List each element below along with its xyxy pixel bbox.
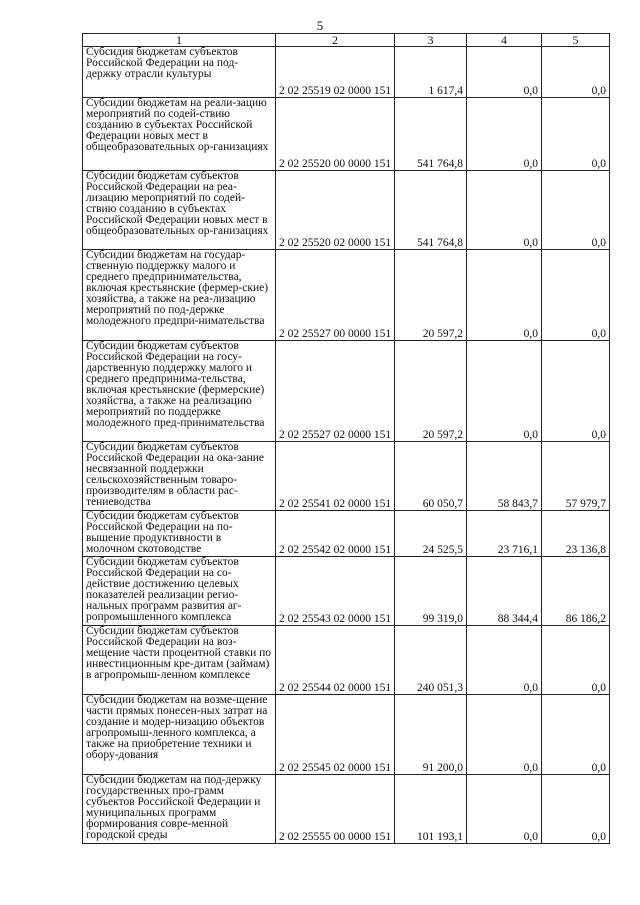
row-budget-code: 2 02 25527 00 0000 151 [276, 250, 395, 341]
row-description: Субсидии бюджетам субъектов Российской Федерации на ока-зание несвязанной поддержки сельскохозяйственным товаро-производителям в области рас-тениеводства [83, 442, 276, 511]
table-row [83, 626, 610, 695]
row-description: Субсидии бюджетам субъектов Российской Федерации на госу-дарственную поддержку малого и среднего предпринима-тельства, включая крестьянские (фермерские) хозяйства, а также на реализацию мероприятий по поддержке молодежного пред-принимательства [83, 341, 276, 442]
table-row [83, 442, 610, 511]
row-description: Субсидии бюджетам на реали-зацию мероприятий по содей-ствию созданию в субъектах Российской Федерации новых мест в общеобразовательных ор-ганизациях [83, 98, 276, 171]
row-value-col3: 240 051,3 [395, 626, 467, 695]
row-value-col3: 91 200,0 [395, 695, 467, 775]
row-description: Субсидии бюджетам субъектов Российской Федерации на по-вышение продуктивности в молочном скотоводстве [83, 511, 276, 557]
table-row [83, 250, 610, 341]
row-value-col4: 0,0 [467, 171, 542, 250]
row-budget-code: 2 02 25543 02 0000 151 [276, 557, 395, 626]
row-value-col4: 0,0 [467, 341, 542, 442]
row-value-col3: 541 764,8 [395, 98, 467, 171]
row-description: Субсидии бюджетам субъектов Российской Федерации на воз-мещение части процентной ставки по инвестиционным кре-дитам (займам) в агропромыш-ленном комплексе [83, 626, 276, 695]
row-description: Субсидии бюджетам на под-держку государственных про-грамм субъектов Российской Федерации и муниципальных программ формирования совре-менной городской среды [83, 775, 276, 844]
table-row [83, 695, 610, 775]
row-value-col5: 0,0 [542, 626, 610, 695]
row-budget-code: 2 02 25541 02 0000 151 [276, 442, 395, 511]
row-description: Субсидии бюджетам на возме-щение части прямых понесен-ных затрат на создание и модер-низацию объектов агропромыш-ленного комплекса, а также на приобретение техники и обору-дования [83, 695, 276, 775]
row-value-col4: 58 843,7 [467, 442, 542, 511]
row-value-col3: 541 764,8 [395, 171, 467, 250]
column-header-4: 4 [467, 34, 542, 47]
row-description: Субсидии бюджетам на государ-ственную поддержку малого и среднего предпринимательства, включая крестьянские (фермер-ские) хозяйства, а также на реа-лизацию мероприятий по под-держке молодежного предпри-нимательства [83, 250, 276, 341]
row-value-col5: 23 136,8 [542, 511, 610, 557]
row-value-col4: 0,0 [467, 98, 542, 171]
table-row [83, 98, 610, 171]
row-value-col3: 20 597,2 [395, 341, 467, 442]
row-budget-code: 2 02 25544 02 0000 151 [276, 626, 395, 695]
row-value-col5: 57 979,7 [542, 442, 610, 511]
row-value-col5: 0,0 [542, 695, 610, 775]
column-header-3: 3 [395, 34, 467, 47]
row-value-col3: 24 525,5 [395, 511, 467, 557]
row-value-col4: 0,0 [467, 47, 542, 98]
row-value-col5: 0,0 [542, 98, 610, 171]
row-budget-code: 2 02 25555 00 0000 151 [276, 775, 395, 844]
row-value-col5: 0,0 [542, 775, 610, 844]
row-value-col4: 0,0 [467, 626, 542, 695]
column-header-2: 2 [276, 34, 395, 47]
row-description: Субсидии бюджетам субъектов Российской Федерации на реа-лизацию мероприятий по содей-ствию созданию в субъектах Российской Федерации новых мест в общеобразовательных ор-ганизациях [83, 171, 276, 250]
row-value-col4: 23 716,1 [467, 511, 542, 557]
row-value-col4: 0,0 [467, 695, 542, 775]
row-budget-code: 2 02 25545 02 0000 151 [276, 695, 395, 775]
table-header-row [83, 34, 610, 47]
row-value-col3: 99 319,0 [395, 557, 467, 626]
row-value-col4: 88 344,4 [467, 557, 542, 626]
table-row [83, 775, 610, 844]
row-value-col5: 0,0 [542, 47, 610, 98]
column-header-1: 1 [83, 34, 276, 47]
column-header-5: 5 [542, 34, 610, 47]
row-value-col4: 0,0 [467, 775, 542, 844]
row-budget-code: 2 02 25520 00 0000 151 [276, 98, 395, 171]
table-row [83, 47, 610, 98]
table-row [83, 171, 610, 250]
row-budget-code: 2 02 25542 02 0000 151 [276, 511, 395, 557]
row-description: Субсидии бюджетам субъектов Российской Федерации на со-действие достижению целевых показателей реализации регио-нальных программ развития аг-ропромышленного комплекса [83, 557, 276, 626]
budget-table [82, 33, 610, 844]
table-row [83, 557, 610, 626]
row-value-col3: 20 597,2 [395, 250, 467, 341]
row-budget-code: 2 02 25519 02 0000 151 [276, 47, 395, 98]
row-budget-code: 2 02 25527 02 0000 151 [276, 341, 395, 442]
row-description: Субсидия бюджетам субъектов Российской Федерации на под-держку отрасли культуры [83, 47, 276, 98]
table-body [83, 47, 610, 844]
row-value-col3: 60 050,7 [395, 442, 467, 511]
row-value-col5: 0,0 [542, 250, 610, 341]
row-value-col5: 0,0 [542, 341, 610, 442]
row-value-col3: 1 617,4 [395, 47, 467, 98]
table-row [83, 511, 610, 557]
row-value-col4: 0,0 [467, 250, 542, 341]
table-row [83, 341, 610, 442]
row-value-col5: 86 186,2 [542, 557, 610, 626]
row-value-col3: 101 193,1 [395, 775, 467, 844]
page-number: 5 [316, 18, 324, 33]
row-budget-code: 2 02 25520 02 0000 151 [276, 171, 395, 250]
row-value-col5: 0,0 [542, 171, 610, 250]
